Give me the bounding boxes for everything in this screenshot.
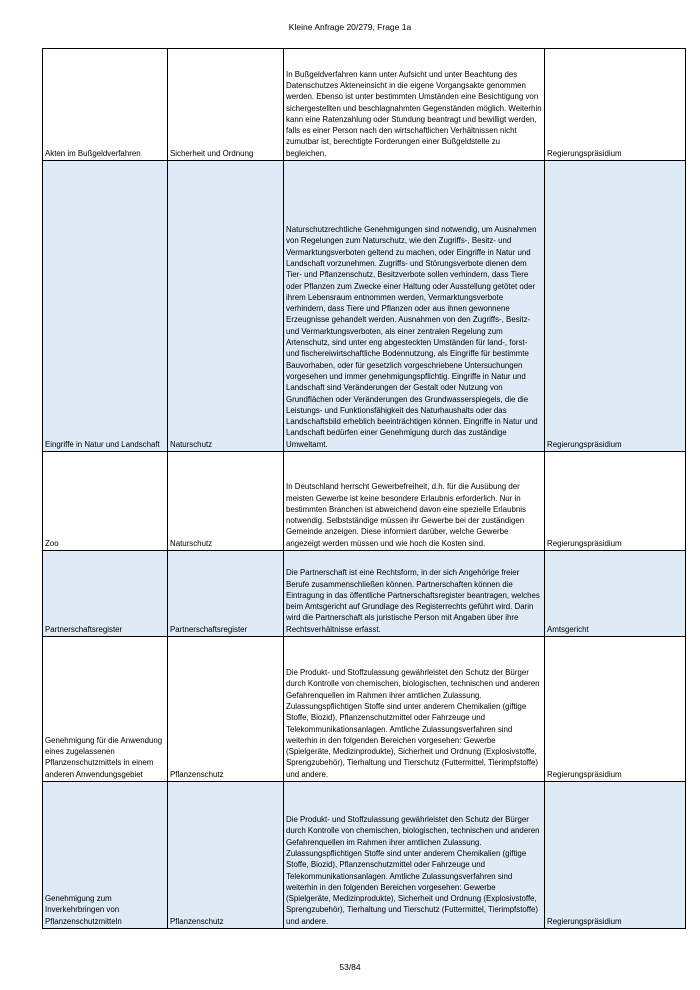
description-cell: Die Partnerschaft ist eine Rechtsform, in der sich Angehörige freier Berufe zusammenschließen können. Partnerschaften können die Eintragung in das öffentliche Partnerschaftsregister beantragen, welches beim Amtsgericht auf Grundlage des Registerrechts geführt wird. Darin wird die Partnerschaft als juristische Person mit Angaben über ihre Rechtsverhältnisse erfasst. (284, 551, 545, 637)
service-name-cell: Genehmigung zum Inverkehrbringen von Pflanzenschutzmitteln (43, 782, 168, 929)
description-cell: Die Produkt- und Stoffzulassung gewährleistet den Schutz der Bürger durch Kontrolle von chemischen, biologischen, technischen und anderen Gefahrenquellen im Rahmen ihrer amtlichen Zulassung. Zulassungspflichtigen Stoffe sind unter anderem Chemikalien (giftige Stoffe, Biozid), Pflanzenschutzmittel oder Fahrzeuge und Telekommunikationsanlagen. Amtliche Zulassungsverfahren sind weiterhin in den folgenden Bereichen vorgesehen: Gewerbe (Spielgeräte, Medizinprodukte), Sicherheit und Ordnung (Explosivstoffe, Sprengzubehör), Tierhaltung und Tierschutz (Futtermittel, Tierimpfstoffe) und andere. (284, 637, 545, 782)
service-name-cell: Akten im Bußgeldverfahren (43, 49, 168, 161)
table-row (43, 551, 686, 637)
description-cell: Die Produkt- und Stoffzulassung gewährleistet den Schutz der Bürger durch Kontrolle von chemischen, biologischen, technischen und anderen Gefahrenquellen im Rahmen ihrer amtlichen Zulassung. Zulassungspflichtigen Stoffe sind unter anderem Chemikalien (giftige Stoffe, Biozid), Pflanzenschutzmittel oder Fahrzeuge und Telekommunikationsanlagen. Amtliche Zulassungsverfahren sind weiterhin in den folgenden Bereichen vorgesehen: Gewerbe (Spielgeräte, Medizinprodukte), Sicherheit und Ordnung (Explosivstoffe, Sprengzubehör), Tierhaltung und Tierschutz (Futtermittel, Tierimpfstoffe) und andere. (284, 782, 545, 929)
authority-cell: Regierungspräsidium (545, 637, 686, 782)
service-name-cell: Eingriffe in Natur und Landschaft (43, 161, 168, 452)
table-row (43, 452, 686, 551)
category-cell: Naturschutz (168, 161, 284, 452)
category-cell: Sicherheit und Ordnung (168, 49, 284, 161)
services-table (42, 48, 686, 929)
service-name-cell: Genehmigung für die Anwendung eines zugelassenen Pflanzenschutzmittels in einem anderen Anwendungsgebiet (43, 637, 168, 782)
authority-cell: Regierungspräsidium (545, 49, 686, 161)
authority-cell: Regierungspräsidium (545, 161, 686, 452)
category-cell: Naturschutz (168, 452, 284, 551)
category-cell: Partnerschaftsregister (168, 551, 284, 637)
description-cell: In Deutschland herrscht Gewerbefreiheit, d.h. für die Ausübung der meisten Gewerbe ist keine besondere Erlaubnis erforderlich. Nur in bestimmten Branchen ist abweichend davon eine spezielle Erlaubnis notwendig. Selbstständige müssen ihr Gewerbe bei der zuständigen Gemeinde anzeigen. Diese informiert darüber, welche Gewerbe angezeigt werden müssen und wie hoch die Kosten sind. (284, 452, 545, 551)
service-name-cell: Zoo (43, 452, 168, 551)
category-cell: Pflanzenschutz (168, 637, 284, 782)
table-row (43, 49, 686, 161)
table-row (43, 782, 686, 929)
category-cell: Pflanzenschutz (168, 782, 284, 929)
description-cell: In Bußgeldverfahren kann unter Aufsicht und unter Beachtung des Datenschutzes Akteneinsicht in die eigene Vorgangsakte genommen werden. Ebenso ist unter bestimmten Umständen eine Besichtigung von sichergestellten und beschlagnahmten Gegenständen möglich. Weiterhin kann eine Ratenzahlung oder Stundung beantragt und bewilligt werden, falls es einer Person nach den wirtschaftlichen Verhältnissen nicht zumutbar ist, berechtigte Forderungen einer Bußgeldstelle zu begleichen. (284, 49, 545, 161)
service-name-cell: Partnerschaftsregister (43, 551, 168, 637)
authority-cell: Regierungspräsidium (545, 782, 686, 929)
authority-cell: Regierungspräsidium (545, 452, 686, 551)
description-cell: Naturschutzrechtliche Genehmigungen sind notwendig, um Ausnahmen von Regelungen zum Naturschutz, wie den Zugriffs-, Besitz- und Vermarktungsverboten geltend zu machen, oder Eingriffe in Natur und Landschaft vorzunehmen. Zugriffs- und Störungsverbote dienen dem Tier- und Pflanzenschutz, Besitzverbote sollen verhindern, dass Tiere oder Pflanzen zum Zwecke einer Haltung oder Ausstellung getötet oder ihrem Lebensraum entnommen werden, Vermarktungsverbote verhindern, dass Tiere und Pflanzen oder aus ihnen gewonnene Erzeugnisse gehandelt werden. Ausnahmen von den Zugriffs-, Besitz- und Vermarktungsverboten, als einer zentralen Regelung zum Artenschutz, sind unter eng abgesteckten Umständen für land-, forst- und fischereiwirtschaftliche Bodennutzung, als Eingriffe für bestimmte Bauvorhaben, oder für gesetzlich vorgeschriebene Untersuchungen vorgesehen und immer genehmigungspflichtig. Eingriffe in Natur und Landschaft sind Veränderungen der Gestalt oder Nutzung von Grundflächen oder Veränderungen des Grundwasserspiegels, die die Leistungs- und Funktionsfähigkeit des Naturhaushalts oder das Landschaftsbild erheblich beeinträchtigen können. Eingriffe in Natur und Landschaft bedürfen einer Genehmigung durch das zuständige Umweltamt. (284, 161, 545, 452)
table-row (43, 637, 686, 782)
page-header: Kleine Anfrage 20/279, Frage 1a (288, 22, 412, 32)
page-number: 53/84 (339, 962, 361, 972)
table-row (43, 161, 686, 452)
authority-cell: Amtsgericht (545, 551, 686, 637)
